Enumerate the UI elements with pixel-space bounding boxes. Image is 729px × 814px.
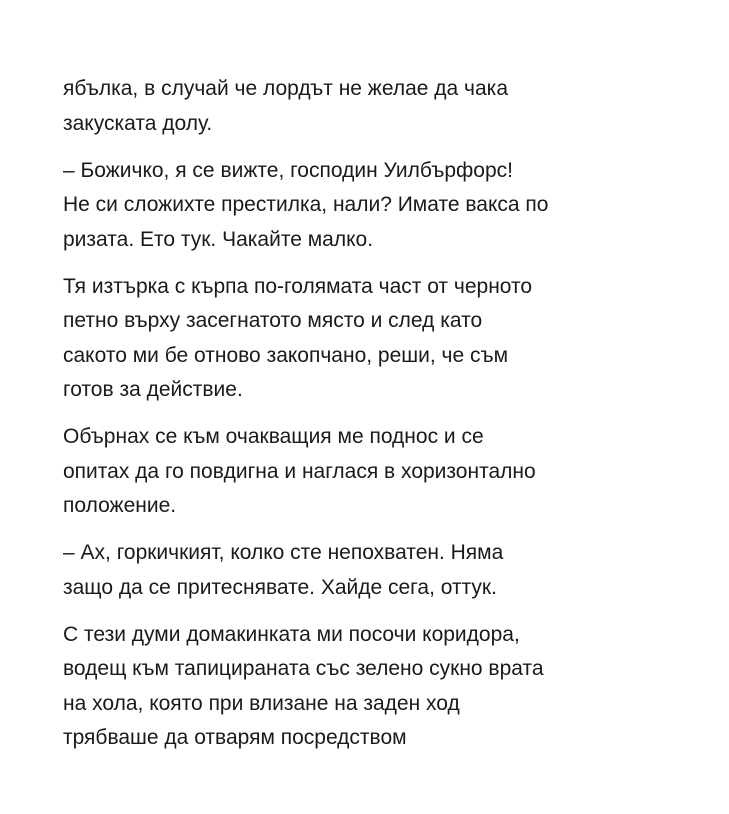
text-line: водещ към тапицираната със зелено сукно врата [63, 657, 544, 680]
paragraph [63, 270, 683, 408]
text-body [63, 72, 683, 768]
text-line: опитах да го повдигна и наглася в хоризонтално [63, 459, 536, 483]
text-line: положение. [63, 494, 177, 517]
text-line: С тези думи домакинката ми посочи коридора, [63, 622, 520, 646]
text-line: Не си сложихте престилка, нали? Имате вакса по [63, 193, 549, 216]
text-line: ризата. Ето тук. Чакайте малко. [63, 227, 374, 251]
text-line: – Ах, горкичкият, колко сте непохватен. Няма [63, 541, 504, 564]
text-line: готов за действие. [63, 378, 243, 401]
paragraph [63, 154, 683, 258]
paragraph [63, 72, 683, 141]
text-line: закуската долу. [63, 111, 213, 135]
text-line: трябваше да отварям посредством [63, 726, 407, 749]
text-line: Обърнах се към очакващия ме поднос и се [63, 425, 484, 448]
paragraph [63, 536, 683, 605]
text-line: защо да се притеснявате. Хайде сега, оттук. [63, 575, 497, 599]
text-line: Тя изтърка с кърпа по-голямата част от черното [63, 274, 533, 298]
text-line: сакото ми бе отново закопчано, реши, че съм [63, 343, 509, 367]
text-line: ябълка, в случай че лордът не желае да чака [63, 77, 508, 100]
text-line: петно върху засегнатото място и след като [63, 309, 483, 332]
paragraph [63, 420, 683, 524]
text-line: – Божичко, я се вижте, господин Уилбърфорс! [63, 158, 513, 182]
text-line: на хола, която при влизане на заден ход [63, 691, 460, 715]
paragraph [63, 618, 683, 756]
